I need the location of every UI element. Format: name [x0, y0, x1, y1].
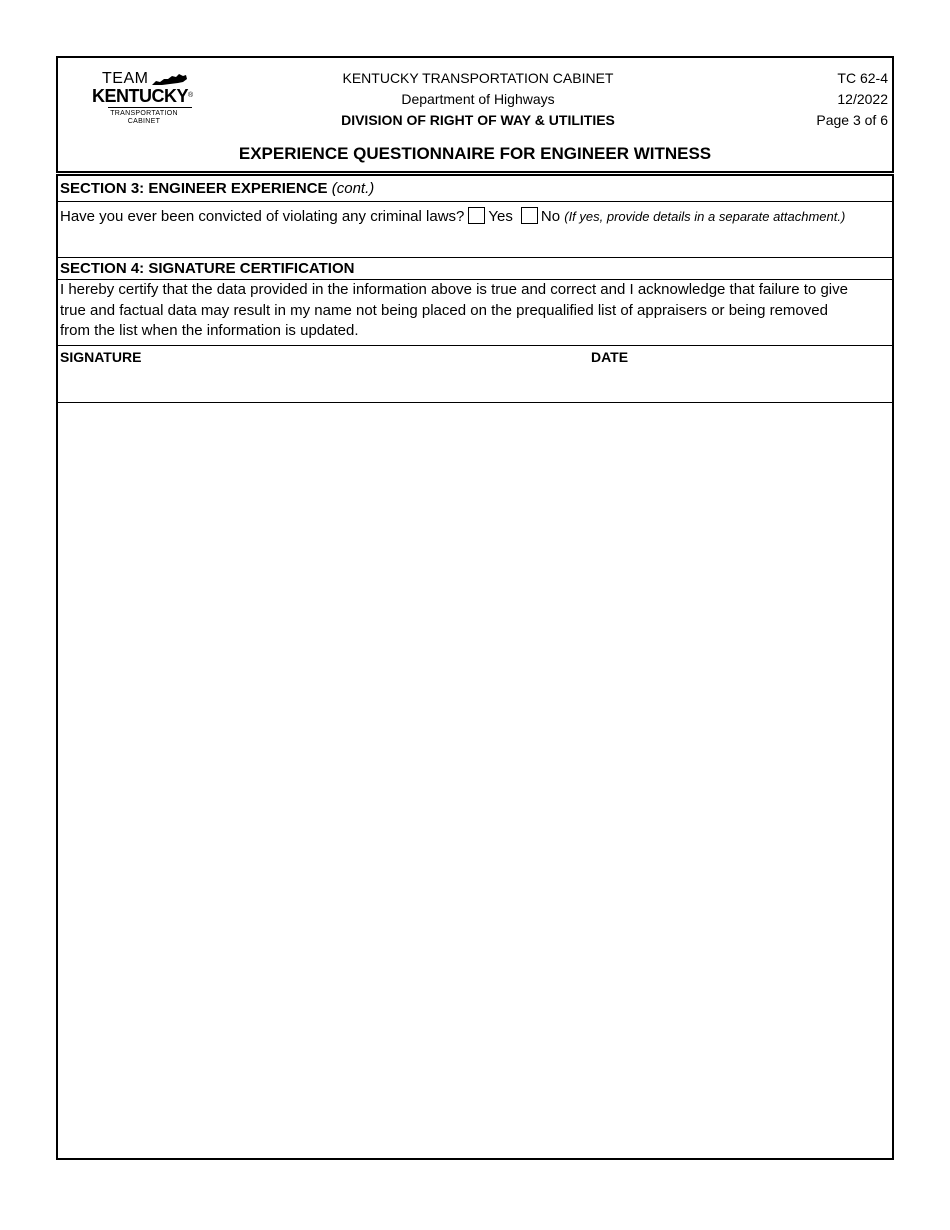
- no-checkbox[interactable]: [521, 207, 538, 224]
- date-label: DATE: [591, 349, 629, 365]
- form-date: 12/2022: [837, 91, 888, 107]
- criminal-question-row: [60, 207, 845, 227]
- signature-field[interactable]: [60, 364, 890, 402]
- attachment-note: (If yes, provide details in a separate attachment.): [564, 209, 846, 224]
- page-number: Page 3 of 6: [816, 112, 888, 128]
- division-name: DIVISION OF RIGHT OF WAY & UTILITIES: [341, 112, 615, 128]
- section3-heading: SECTION 3: ENGINEER EXPERIENCE (cont.): [60, 180, 375, 197]
- divider: [58, 257, 892, 258]
- divider: [58, 345, 892, 346]
- yes-checkbox[interactable]: [468, 207, 485, 224]
- signature-line: [58, 402, 892, 403]
- agency-name: KENTUCKY TRANSPORTATION CABINET: [342, 70, 614, 86]
- yes-label: Yes: [488, 208, 513, 225]
- criminal-question: Have you ever been convicted of violating any criminal laws?: [60, 208, 465, 225]
- section4-heading: SECTION 4: SIGNATURE CERTIFICATION: [60, 260, 355, 277]
- logo-rule: [108, 107, 192, 108]
- form-number: TC 62-4: [837, 70, 888, 86]
- certification-text: I hereby certify that the data provided in the information above is true and correct and I acknowledge that failure to give true and factual data may result in my name not being placed on the prequalified list of appraisers or being removed from the list when the information is updated.: [60, 281, 848, 339]
- logo-agency-text: TRANSPORTATION CABINET: [110, 110, 178, 125]
- team-kentucky-logo: [92, 70, 196, 130]
- signature-label: SIGNATURE: [60, 349, 142, 365]
- department-name: Department of Highways: [401, 91, 555, 107]
- logo-kentucky-text: KENTUCKY®: [92, 86, 193, 106]
- no-label: No: [540, 208, 561, 225]
- logo-team-text: TEAM: [102, 70, 149, 87]
- kentucky-state-icon: [150, 73, 188, 87]
- form-body: [56, 174, 894, 1160]
- agency-block: [258, 68, 698, 131]
- form-header: [56, 56, 894, 173]
- form-title: EXPERIENCE QUESTIONNAIRE FOR ENGINEER WITNESS: [238, 144, 712, 163]
- form-meta: [816, 68, 888, 131]
- divider: [58, 201, 892, 202]
